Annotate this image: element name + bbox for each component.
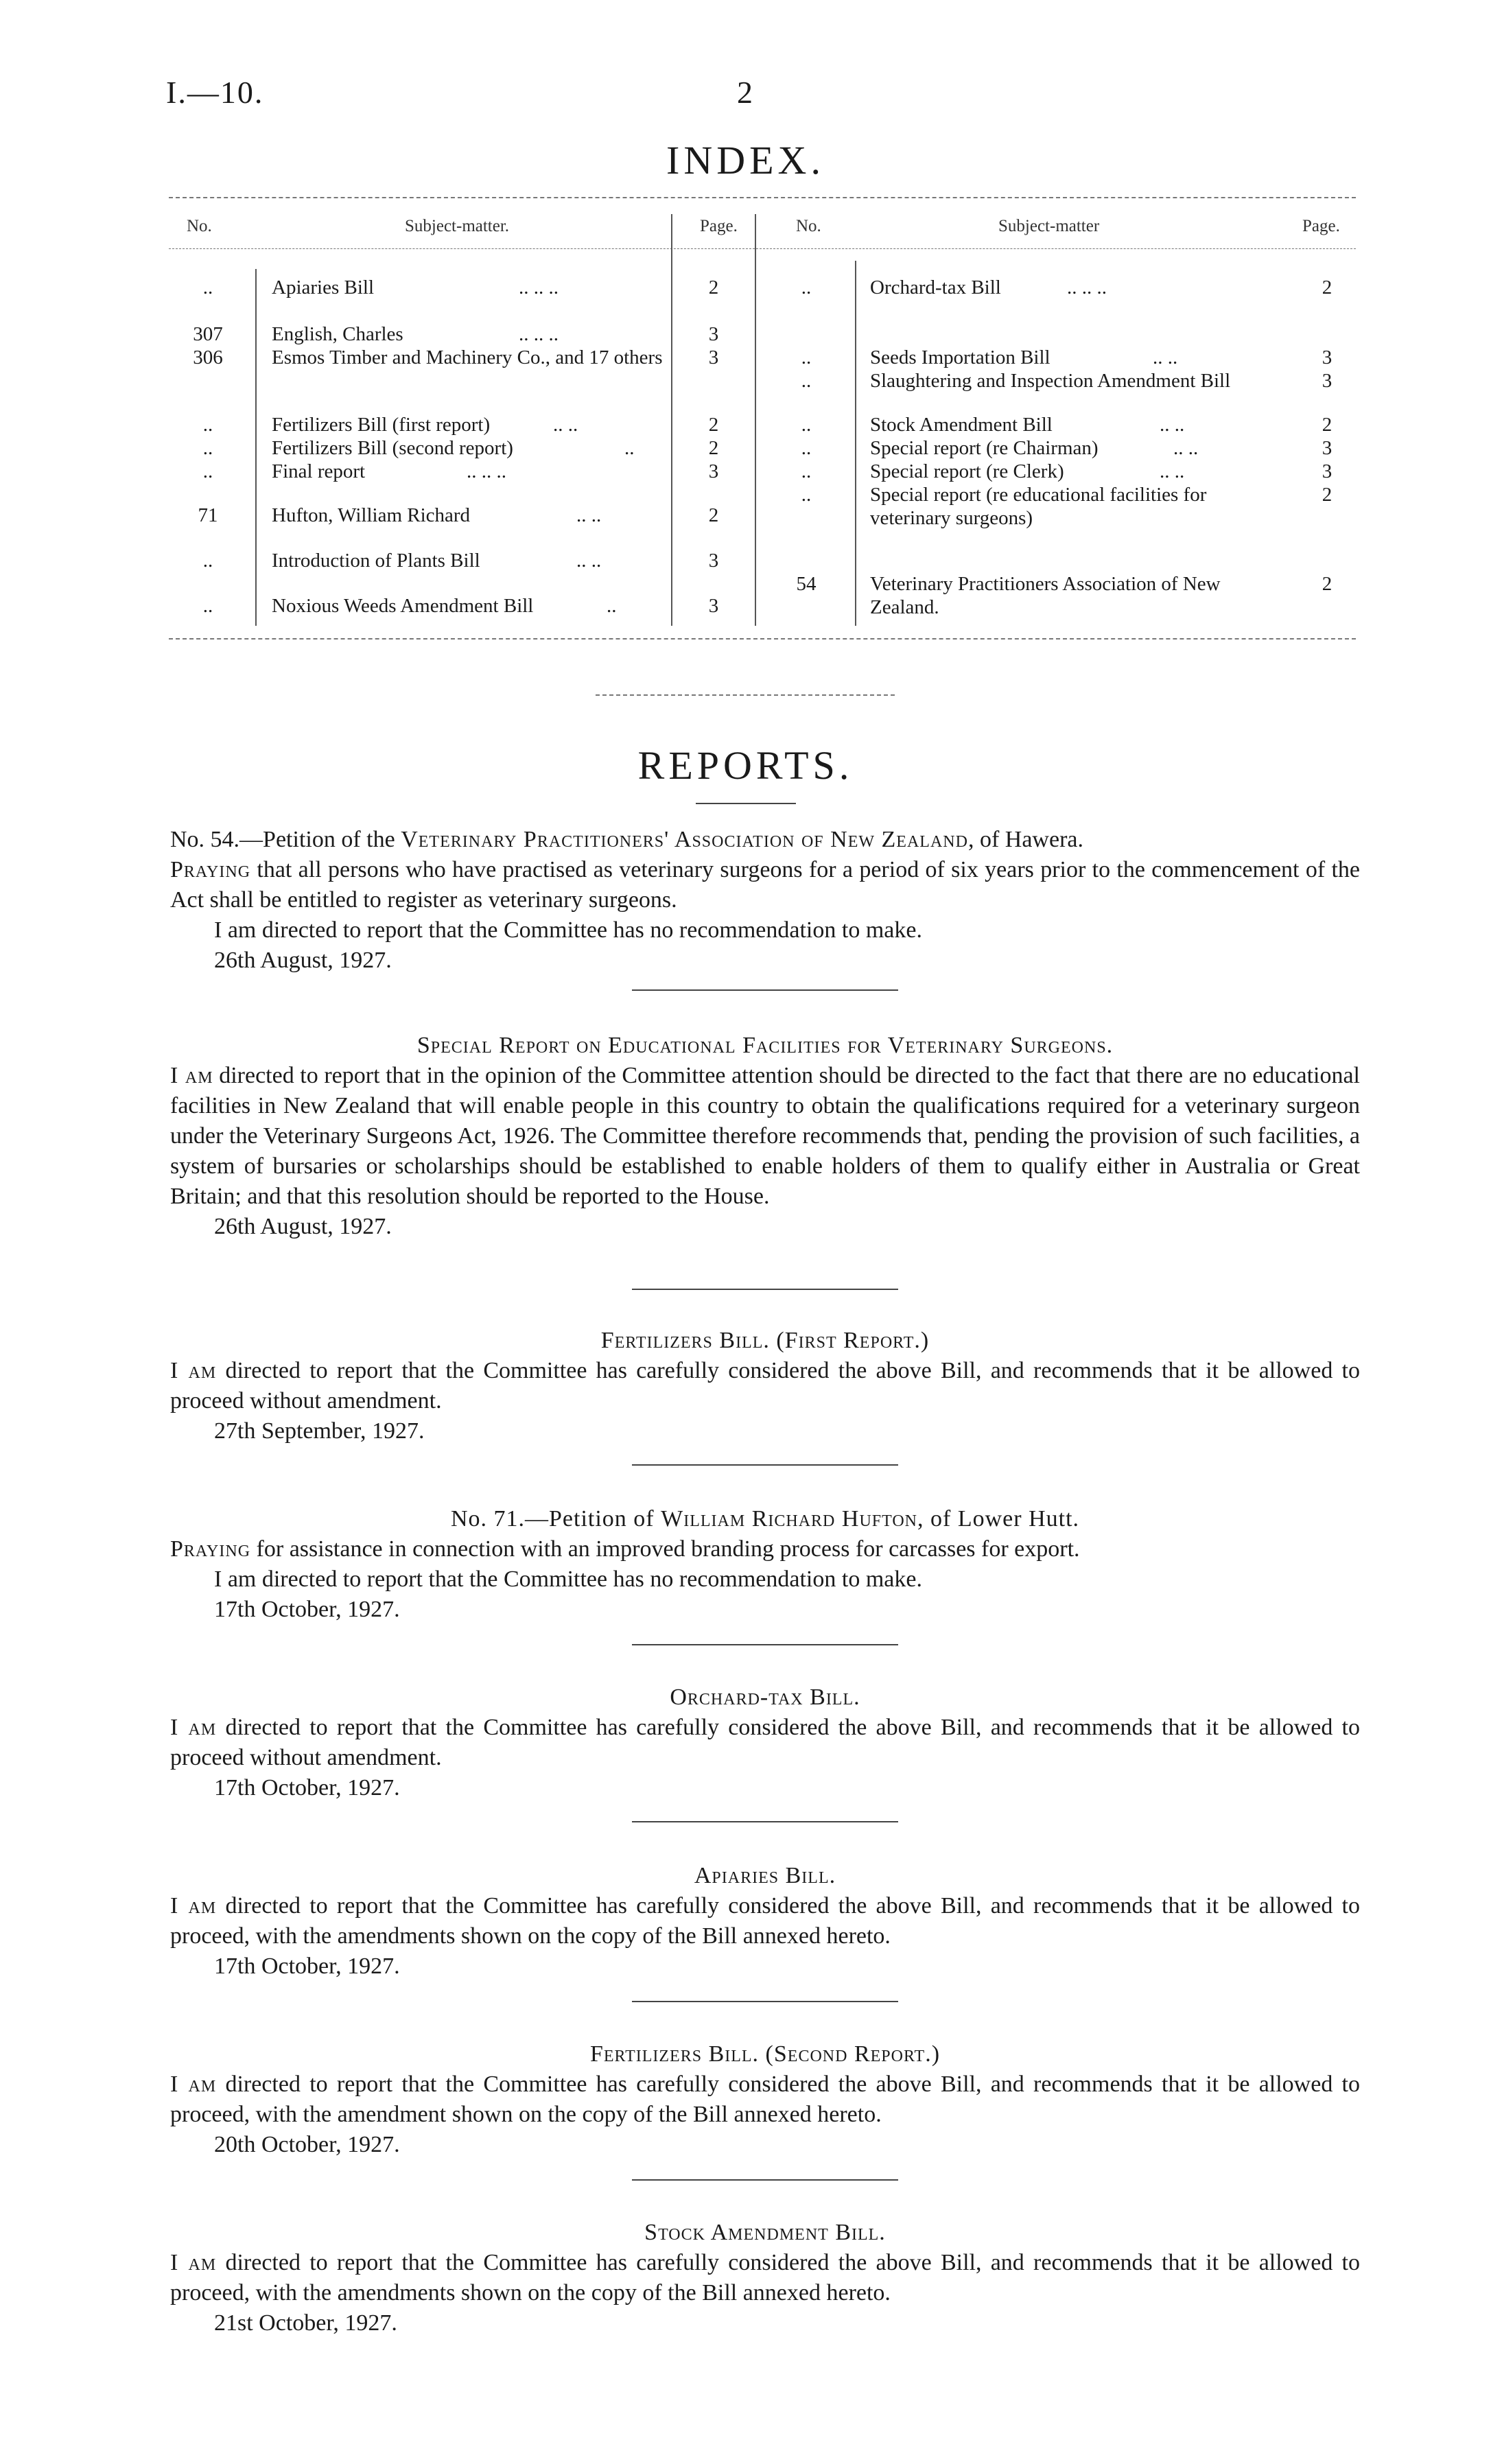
petition-place: , of Lower Hutt. (917, 1506, 1080, 1532)
report-fertilizers-first (170, 1326, 1360, 1446)
row-no: 54 (796, 573, 817, 595)
row-page: 2 (1322, 573, 1332, 595)
row-page: 3 (1322, 347, 1332, 368)
index-top-rule (169, 197, 1356, 198)
praying-word: Praying (170, 857, 251, 882)
report-date: 17th October, 1927. (214, 1775, 400, 1800)
row-leader: .. .. (1153, 347, 1178, 368)
row-page: 3 (1322, 460, 1332, 482)
report-date: 20th October, 1927. (214, 2132, 400, 2157)
row-subject: Veterinary Practitioners Association of New Zealand. (870, 573, 1221, 618)
section-divider (596, 694, 895, 696)
report-date: 26th August, 1927. (214, 948, 392, 973)
row-page: 3 (708, 460, 719, 482)
report-body: directed to report that the Committee has carefully considered the above Bill, and recommends that it be allowed to proceed without amendment. (170, 1358, 1361, 1413)
report-veterinary-petition (170, 825, 1360, 976)
index-bottom-rule (169, 638, 1356, 640)
report-separator (632, 2179, 898, 2181)
report-date: 26th August, 1927. (214, 1214, 392, 1239)
col-header-subject-right: Subject-matter (998, 217, 1100, 235)
row-page: 3 (708, 595, 719, 617)
report-lead: I am (170, 2072, 217, 2097)
report-lead: I am (170, 1063, 213, 1088)
row-subject: Esmos Timber and Machinery Co., and 17 others (272, 347, 663, 368)
row-page: 3 (1322, 370, 1332, 392)
row-page: 3 (1322, 437, 1332, 459)
row-leader: .. .. (576, 504, 602, 526)
reports-title-underline (696, 803, 796, 804)
report-body: directed to report that the Committee has carefully considered the above Bill, and recommends that it be allowed to proceed, with the amendments shown on the copy of the Bill annexed hereto. (170, 2250, 1361, 2305)
row-no: .. (801, 460, 812, 482)
row-leader: .. .. .. (1067, 277, 1107, 298)
row-subject: Special report (re educational facilities for veterinary surgeons) (870, 484, 1207, 529)
report-heading: Special Report on Educational Facilities for Veterinary Surgeons. (416, 1033, 1114, 1058)
row-page: 2 (1322, 414, 1332, 436)
report-date: 21st October, 1927. (214, 2310, 397, 2336)
row-no: .. (202, 414, 213, 436)
reports-title: REPORTS. (637, 743, 854, 788)
report-lead: I am (170, 1893, 217, 1919)
row-no: .. (202, 460, 213, 482)
row-subject: Special report (re Chairman) (870, 437, 1099, 459)
report-apiaries (170, 1861, 1360, 1982)
report-lead: I am (170, 1715, 217, 1740)
row-no: .. (202, 277, 213, 298)
row-leader: .. .. (576, 550, 602, 572)
report-separator (632, 1644, 898, 1645)
row-leader: .. .. (1160, 460, 1185, 482)
row-subject: Stock Amendment Bill (870, 414, 1053, 436)
row-page: 3 (708, 323, 719, 345)
report-heading: Stock Amendment Bill. (644, 2220, 886, 2245)
report-body: I am directed to report that the Committee has no recommendation to make. (214, 1567, 922, 1592)
row-page: 3 (708, 347, 719, 368)
document-reference: I.—10. (166, 75, 264, 110)
row-no: .. (801, 484, 812, 506)
report-date: 27th September, 1927. (214, 1418, 425, 1444)
row-no: .. (801, 277, 812, 298)
index-center-divider (755, 214, 756, 626)
row-page: 2 (1322, 484, 1332, 506)
row-page: 2 (1322, 277, 1332, 298)
report-educational-facilities (170, 1031, 1360, 1242)
row-subject: Fertilizers Bill (second report) (272, 437, 513, 459)
row-subject: Introduction of Plants Bill (272, 550, 480, 572)
row-leader: .. .. .. (519, 323, 559, 345)
col-header-page: Page. (700, 217, 738, 235)
report-fertilizers-second (170, 2039, 1360, 2160)
row-no: .. (202, 595, 213, 617)
report-hufton-petition (170, 1504, 1360, 1625)
praying-text: that all persons who have practised as veterinary surgeons for a period of six years prior to the commencement of the Act shall be entitled to register as veterinary surgeons. (170, 857, 1360, 913)
col-header-no-right: No. (796, 217, 821, 235)
row-subject: Slaughtering and Inspection Amendment Bill (870, 370, 1231, 392)
report-date: 17th October, 1927. (214, 1953, 400, 1979)
praying-word: Praying (170, 1536, 251, 1562)
petition-place: , of Hawera. (967, 827, 1083, 852)
row-leader: .. .. .. (467, 460, 506, 482)
row-no: .. (202, 550, 213, 572)
report-separator (632, 1821, 898, 1822)
row-no: .. (801, 414, 812, 436)
row-no: 307 (193, 323, 223, 345)
index-header-rule (169, 248, 1356, 249)
col-header-no: No. (187, 217, 212, 235)
petition-number: No. 54.—Petition of the (170, 827, 395, 852)
row-leader: .. (607, 595, 617, 617)
praying-text: for assistance in connection with an improved branding process for carcasses for export. (256, 1536, 1080, 1562)
row-leader: .. .. (1160, 414, 1185, 436)
row-page: 2 (708, 504, 719, 526)
row-leader: .. .. .. (519, 277, 559, 298)
row-page: 2 (708, 437, 719, 459)
report-date: 17th October, 1927. (214, 1597, 400, 1622)
row-subject: English, Charles (272, 323, 403, 345)
index-col-divider (671, 214, 672, 626)
row-subject: Fertilizers Bill (first report) (272, 414, 491, 436)
row-leader: .. .. (1173, 437, 1199, 459)
row-page: 2 (708, 414, 719, 436)
row-subject: Seeds Importation Bill (870, 347, 1050, 368)
row-page: 2 (708, 277, 719, 298)
report-heading: Fertilizers Bill. (Second Report.) (589, 2041, 941, 2067)
row-leader: .. (624, 437, 635, 459)
report-body: directed to report that the Committee has carefully considered the above Bill, and recommends that it be allowed to proceed, with the amendment shown on the copy of the Bill annexed hereto. (170, 2072, 1361, 2127)
report-separator (632, 1464, 898, 1466)
row-no: 71 (198, 504, 218, 526)
index-col-divider (855, 261, 856, 626)
row-subject: Final report (272, 460, 366, 482)
row-no: .. (202, 437, 213, 459)
row-page: 3 (708, 550, 719, 572)
petitioner-name: William Richard Hufton (661, 1506, 918, 1532)
row-subject: Noxious Weeds Amendment Bill (272, 595, 534, 617)
report-stock-amendment (170, 2218, 1360, 2338)
report-heading: Orchard-tax Bill. (670, 1685, 860, 1710)
report-separator (632, 989, 898, 991)
index-title: INDEX. (666, 138, 825, 183)
report-body: directed to report that the Committee has carefully considered the above Bill, and recommends that it be allowed to proceed, with the amendments shown on the copy of the Bill annexed hereto. (170, 1893, 1361, 1949)
row-subject: Orchard-tax Bill (870, 277, 1001, 298)
petitioner-name: Veterinary Practitioners' Association of New Zealand (401, 827, 968, 852)
report-heading: Apiaries Bill. (694, 1863, 836, 1888)
row-no: .. (801, 437, 812, 459)
row-subject: Apiaries Bill (272, 277, 375, 298)
col-header-page-right: Page. (1302, 217, 1340, 235)
report-separator (632, 2001, 898, 2002)
index-col-divider (255, 269, 257, 626)
report-body: directed to report that in the opinion of the Committee attention should be directed to the fact that there are no educational facilities in New Zealand that will enable people in this country to obtain the qualifications required for a veterinary surgeon under the Veterinary Surgeons Act, 1926. The Committee therefore recommends that, pending the provision of such facilities, a system of bursaries or scholarships should be established to enable holders of them to qualify either in Australia or Great Britain; and that this resolution should be reported to the House. (170, 1063, 1360, 1209)
report-body: I am directed to report that the Committee has no recommendation to make. (214, 917, 922, 943)
report-body: directed to report that the Committee has carefully considered the above Bill, and recommends that it be allowed to proceed without amendment. (170, 1715, 1361, 1770)
report-orchard-tax (170, 1682, 1360, 1803)
report-heading: Fertilizers Bill. (First Report.) (600, 1328, 930, 1353)
petition-number: No. 71.—Petition of (450, 1506, 655, 1532)
row-subject: Hufton, William Richard (272, 504, 471, 526)
row-leader: .. .. (553, 414, 578, 436)
row-no: 306 (193, 347, 223, 368)
report-lead: I am (170, 2250, 217, 2275)
page-number: 2 (737, 75, 754, 110)
row-no: .. (801, 370, 812, 392)
report-separator (632, 1289, 898, 1290)
report-lead: I am (170, 1358, 217, 1383)
col-header-subject: Subject-matter. (405, 217, 510, 235)
row-no: .. (801, 347, 812, 368)
row-subject: Special report (re Clerk) (870, 460, 1064, 482)
